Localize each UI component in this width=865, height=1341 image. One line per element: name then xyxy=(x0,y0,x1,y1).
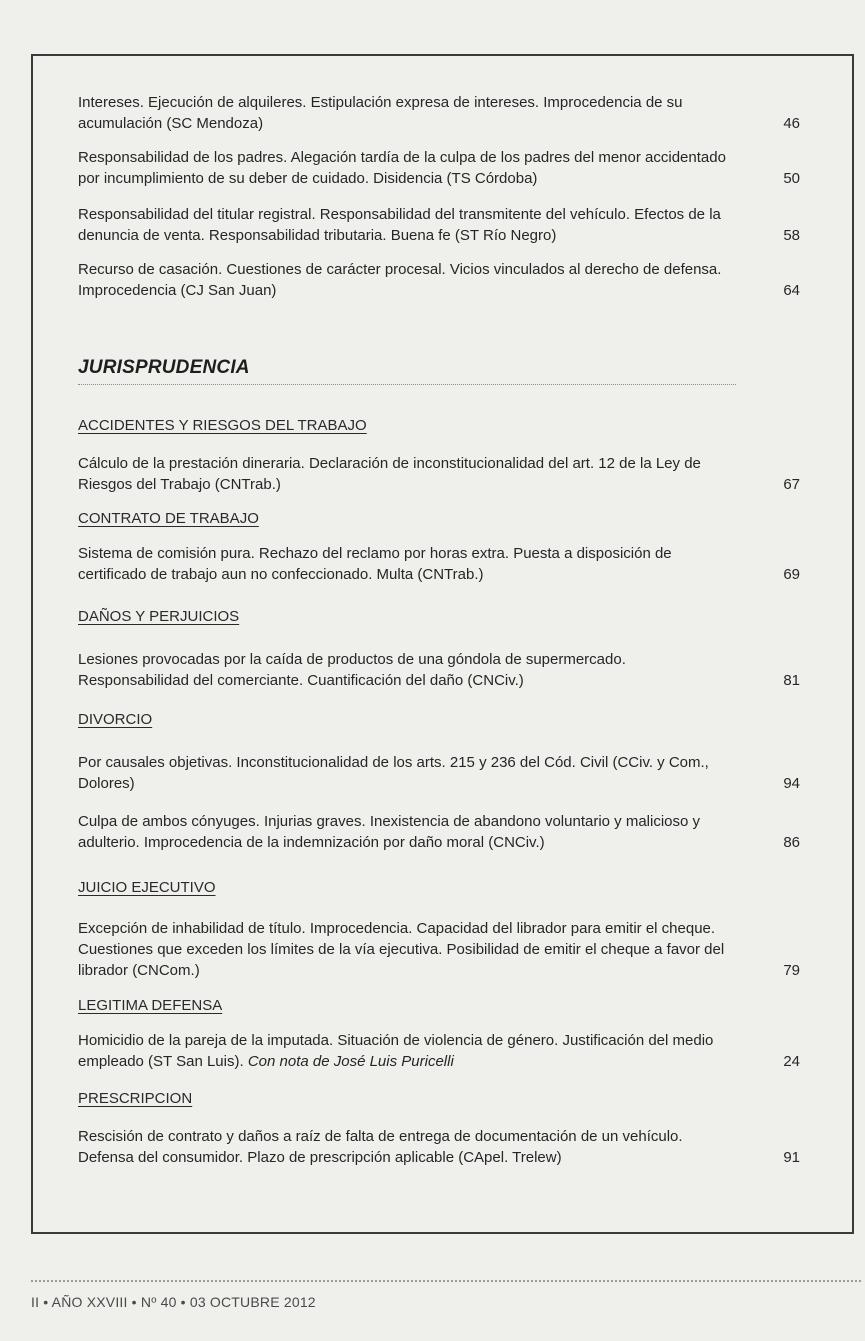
toc-entry-page: 67 xyxy=(783,476,800,493)
category-heading[interactable]: CONTRATO DE TRABAJO xyxy=(78,510,259,527)
category-heading[interactable]: ACCIDENTES Y RIESGOS DEL TRABAJO xyxy=(78,417,367,434)
toc-entry-page: 50 xyxy=(783,170,800,187)
toc-entry[interactable] xyxy=(78,147,800,189)
category-heading[interactable]: JUICIO EJECUTIVO xyxy=(78,879,216,896)
toc-entry-page: 64 xyxy=(783,282,800,299)
toc-entry-text: Responsabilidad del titular registral. Responsabilidad del transmitente del vehículo. Efectos de la denuncia de venta. Responsabilidad tributaria. Buena fe (ST Río Negro) xyxy=(78,206,721,244)
toc-entry-text: Excepción de inhabilidad de título. Improcedencia. Capacidad del librador para emitir el cheque. Cuestiones que exceden los límites de la vía ejecutiva. Posibilidad de emitir el cheque a favor del librador (CNCom.) xyxy=(78,920,725,979)
section-title: JURISPRUDENCIA xyxy=(78,357,250,378)
toc-entry[interactable] xyxy=(78,543,800,585)
toc-entry-page: 69 xyxy=(783,566,800,583)
toc-entry-text: Sistema de comisión pura. Rechazo del reclamo por horas extra. Puesta a disposición de certificado de trabajo aun no confeccionado. Multa (CNTrab.) xyxy=(78,545,672,583)
toc-entry-text: Lesiones provocadas por la caída de productos de una góndola de supermercado. Responsabilidad del comerciante. Cuantificación del daño (CNCiv.) xyxy=(78,651,626,689)
toc-entry-text: Recurso de casación. Cuestiones de carácter procesal. Vicios vinculados al derecho de defensa. Improcedencia (CJ San Juan) xyxy=(78,261,722,299)
footer-divider xyxy=(31,1280,861,1282)
toc-entry-text: Por causales objetivas. Inconstitucionalidad de los arts. 215 y 236 del Cód. Civil (CCiv. y Com., Dolores) xyxy=(78,754,709,792)
section-divider xyxy=(78,384,736,385)
category-heading[interactable]: DIVORCIO xyxy=(78,711,153,728)
toc-entry-page: 81 xyxy=(783,672,800,689)
toc-entry-text: Rescisión de contrato y daños a raíz de falta de entrega de documentación de un vehículo. Defensa del consumidor. Plazo de prescripción aplicable (CApel. Trelew) xyxy=(78,1128,683,1166)
toc-entry[interactable] xyxy=(78,259,800,301)
toc-entry-text: Responsabilidad de los padres. Alegación tardía de la culpa de los padres del menor accidentado por incumplimiento de su deber de cuidado. Disidencia (TS Córdoba) xyxy=(78,149,726,187)
note-author: Con nota de José Luis Puricelli xyxy=(247,1053,454,1070)
toc-entry-text: Culpa de ambos cónyuges. Injurias graves. Inexistencia de abandono voluntario y malicioso y adulterio. Improcedencia de la indemnización por daño moral (CNCiv.) xyxy=(78,813,701,851)
toc-entry[interactable] xyxy=(78,811,800,853)
toc-entry[interactable] xyxy=(78,752,800,794)
toc-entry-page: 24 xyxy=(783,1053,800,1070)
toc-entry[interactable] xyxy=(78,453,800,495)
toc-entry-page: 58 xyxy=(783,227,800,244)
toc-entry-page: 94 xyxy=(783,775,800,792)
toc-entry-page: 91 xyxy=(783,1149,800,1166)
toc-entry[interactable] xyxy=(78,918,800,981)
footer-issue-info: II • AÑO XXVIII • Nº 40 • 03 OCTUBRE 2012 xyxy=(31,1294,316,1310)
toc-entry-page: 79 xyxy=(783,962,800,979)
toc-entry[interactable] xyxy=(78,649,800,691)
toc-entry-text: Intereses. Ejecución de alquileres. Estipulación expresa de intereses. Improcedencia de su acumulación (SC Mendoza) xyxy=(78,94,683,132)
toc-entry-page: 46 xyxy=(783,115,800,132)
toc-entry-text: Cálculo de la prestación dineraria. Declaración de inconstitucionalidad del art. 12 de la Ley de Riesgos del Trabajo (CNTrab.) xyxy=(78,455,701,493)
toc-entry-page: 86 xyxy=(783,834,800,851)
toc-entry[interactable] xyxy=(78,92,800,134)
toc-entry[interactable] xyxy=(78,204,800,246)
toc-entry[interactable] xyxy=(78,1126,800,1168)
category-heading[interactable]: DAÑOS Y PERJUICIOS xyxy=(78,608,240,625)
toc-entry[interactable] xyxy=(78,1030,800,1072)
category-heading[interactable]: PRESCRIPCION xyxy=(78,1090,193,1107)
toc-entry-text: Homicidio de la pareja de la imputada. Situación de violencia de género. Justificación del medio empleado (ST San Luis). Con nota de José Luis Puricelli xyxy=(78,1032,714,1070)
category-heading[interactable]: LEGITIMA DEFENSA xyxy=(78,997,223,1014)
